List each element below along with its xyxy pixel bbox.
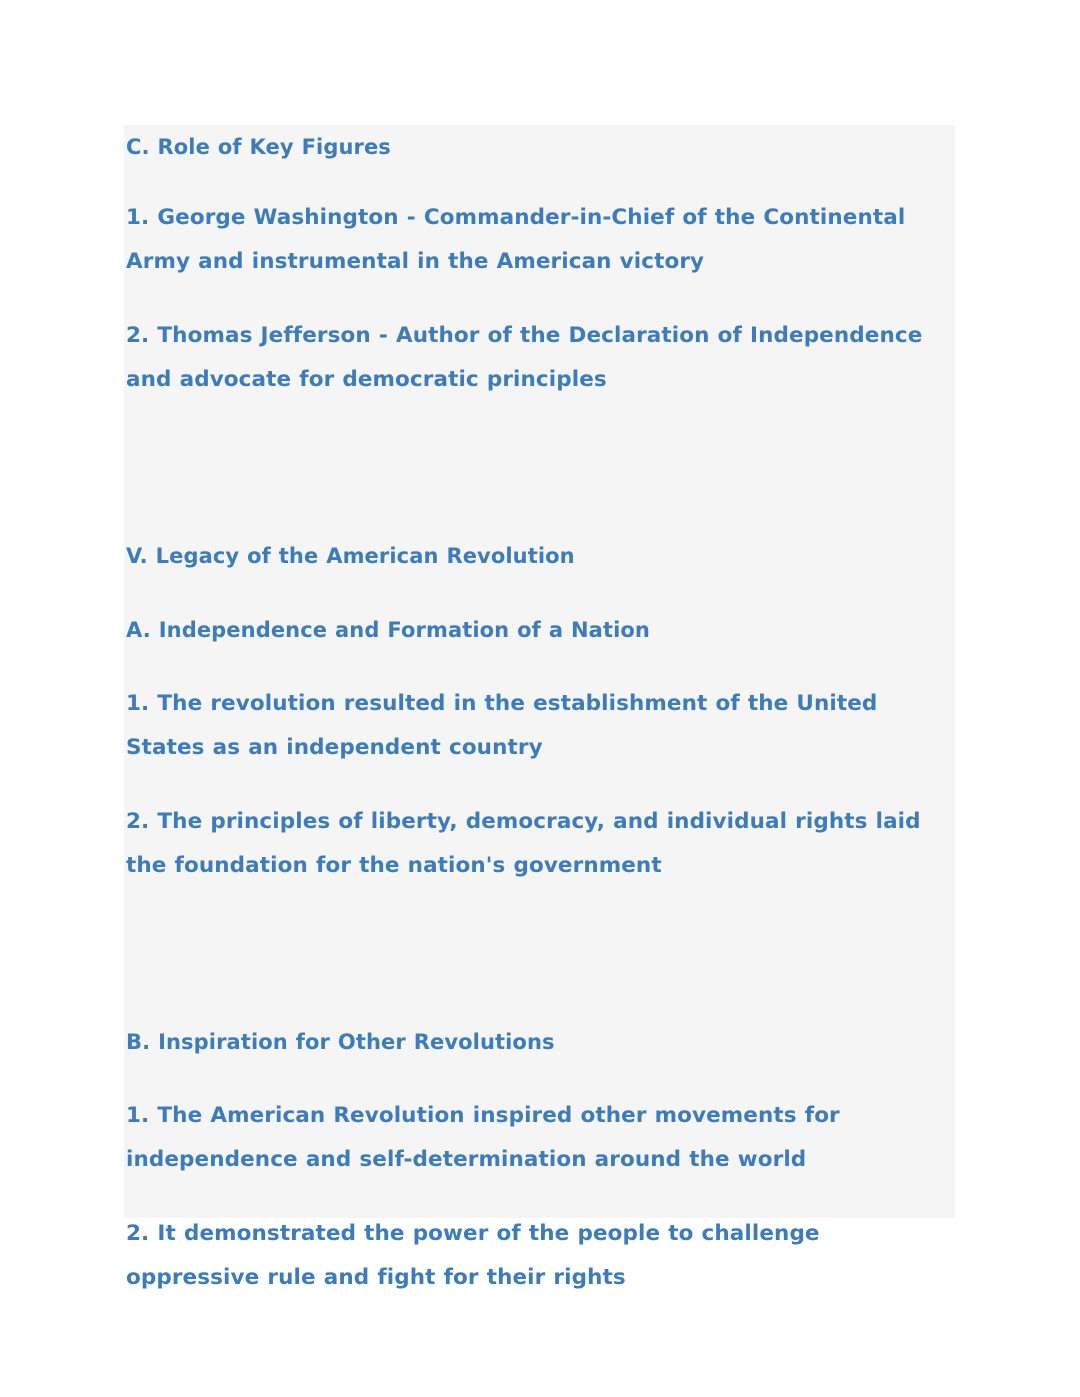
outline-item-b-2-power-of-the-people: 2. It demonstrated the power of the people to challenge oppressive rule and fight for their rights	[126, 1221, 828, 1290]
outline-section-gap-1	[124, 402, 955, 534]
outline-item-c-2-thomas-jefferson: 2. Thomas Jefferson - Author of the Declaration of Independence and advocate for democratic principles	[126, 323, 931, 392]
paragraph-spacer	[124, 169, 955, 196]
outline-item-a-2-principles-of-liberty: 2. The principles of liberty, democracy, and individual rights laid the foundation for the nation's government	[126, 809, 929, 878]
paragraph-spacer	[124, 1182, 955, 1212]
paragraph-spacer	[124, 1064, 955, 1094]
outline-body	[124, 125, 955, 1300]
outline-section-gap-2	[124, 888, 955, 1020]
outline-heading-v-legacy-of-the-american-revolution: V. Legacy of the American Revolution	[126, 544, 575, 568]
outline-heading-b-inspiration-for-other-revolutions: B. Inspiration for Other Revolutions	[126, 1030, 555, 1054]
outline-item-b-1-inspired-other-movements: 1. The American Revolution inspired other movements for independence and self-determination around the world	[126, 1103, 848, 1172]
paragraph-spacer	[124, 284, 955, 314]
paragraph-spacer	[124, 652, 955, 682]
outline-heading-a-independence-and-formation-of-a-nation: A. Independence and Formation of a Nation	[126, 618, 650, 642]
paragraph-spacer	[124, 770, 955, 800]
outline-heading-c-role-of-key-figures: C. Role of Key Figures	[126, 135, 391, 159]
paragraph-spacer	[124, 578, 955, 608]
outline-item-c-1-george-washington: 1. George Washington - Commander-in-Chief of the Continental Army and instrumental in the American victory	[126, 205, 914, 274]
outline-item-a-1-revolution-established-united-states: 1. The revolution resulted in the establishment of the United States as an independent country	[126, 691, 886, 760]
